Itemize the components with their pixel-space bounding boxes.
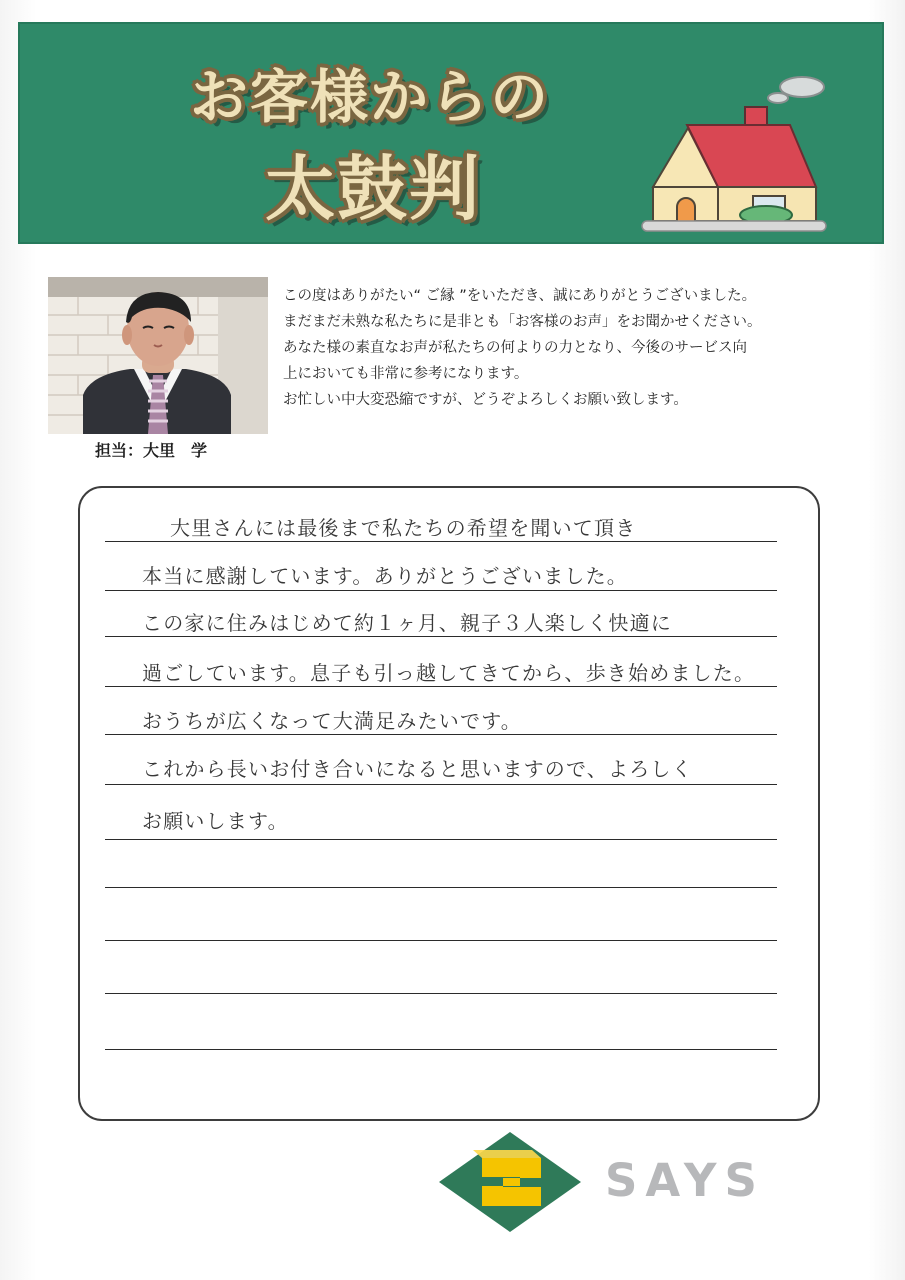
house-illustration [640, 70, 840, 235]
ruled-line [105, 940, 777, 941]
ruled-line [105, 887, 777, 888]
intro-line-1: この度はありがたい“ ご縁 ”をいただき、誠にありがとうございました。 [283, 288, 757, 304]
intro-line-4: 上においても非常に参考になります。 [283, 366, 529, 382]
ruled-line [105, 839, 777, 840]
message-line-5: おうちが広くなって大満足みたいです。 [142, 709, 522, 733]
intro-message [283, 283, 843, 413]
message-line-3: この家に住みはじめて約１ヶ月、親子３人楽しく快適に [142, 611, 672, 635]
ruled-line [105, 993, 777, 994]
intro-line-3: あなた様の素直なお声が私たちの何よりの力となり、今後のサービス向 [283, 340, 747, 356]
message-line-6: これから長いお付き合いになると思いますので、よろしく [142, 757, 693, 781]
intro-line-2: まだまだ未熟な私たちに是非とも「お客様のお声」をお聞かせください。 [283, 314, 762, 330]
staff-caption: 担当：大里 学 [95, 441, 208, 460]
message-line-4: 過ごしています。息子も引っ越してきてから、歩き始めました。 [142, 661, 756, 685]
intro-line-5: お忙しい中大変恐縮ですが、どうぞよろしくお願い致します。 [283, 392, 688, 408]
ruled-line [105, 784, 777, 785]
message-line-2: 本当に感謝しています。ありがとうございました。 [142, 564, 628, 588]
staff-photo [48, 277, 268, 434]
says-logo-wordmark: SAYS [605, 1154, 765, 1207]
page-title-line-2: 太鼓判 [265, 148, 481, 230]
message-line-1: 大里さんには最後まで私たちの希望を聞いて頂き [170, 516, 637, 540]
message-line-7: お願いします。 [142, 809, 289, 833]
page-title-line-1: お客様からの [190, 63, 551, 131]
ruled-line [105, 1049, 777, 1050]
